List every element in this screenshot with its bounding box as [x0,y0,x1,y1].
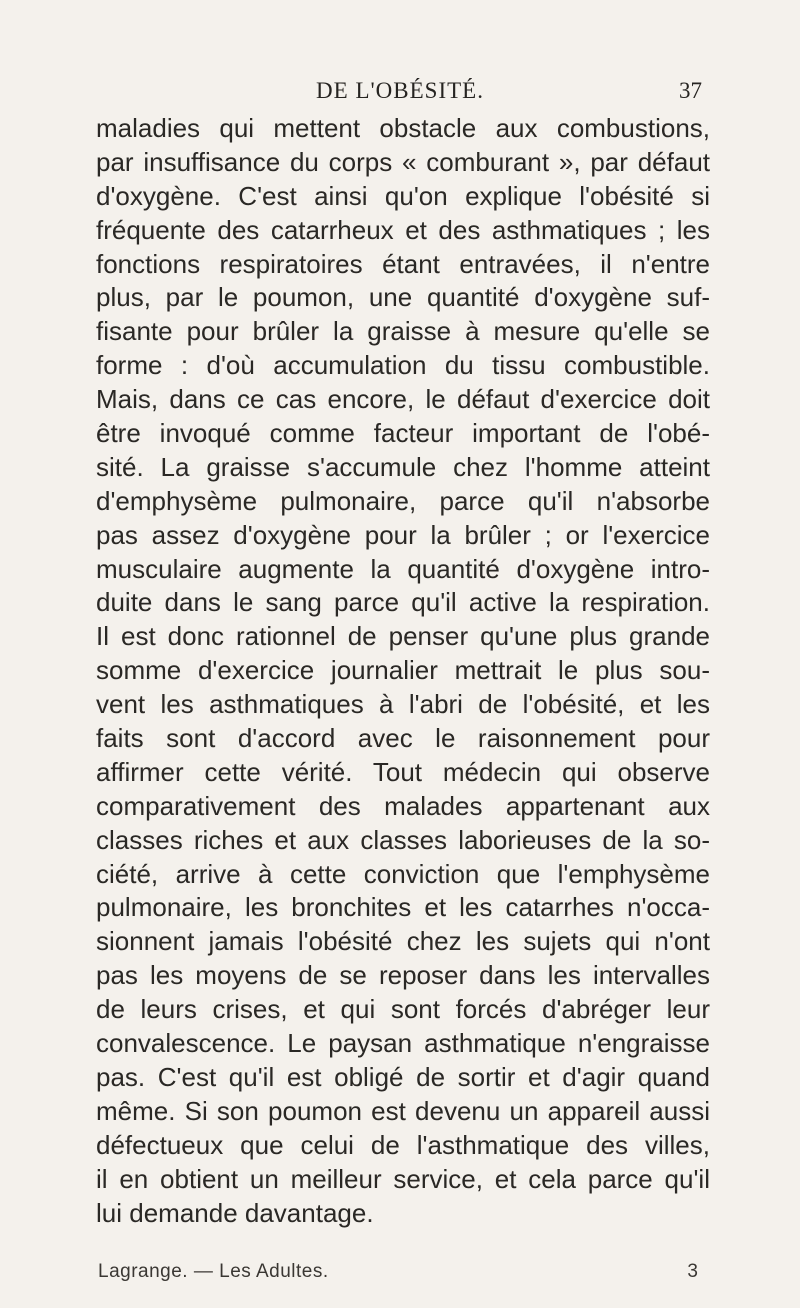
sheet-number: 3 [687,1261,698,1282]
body-text [96,112,710,1230]
text-line: fonctions respiratoires étant entravées, il n'entre [96,248,710,279]
running-head [98,78,702,108]
text-line: lui demande davantage. [96,1197,374,1228]
text-line: Il est donc rationnel de penser qu'une plus grande [96,621,710,652]
text-line: pas assez d'oxygène pour la brûler ; or l'exercice [96,519,710,550]
text-line: faits sont d'accord avec le raisonnement pour [96,723,710,754]
text-line: de leurs crises, et qui sont forcés d'abréger leur [96,994,710,1025]
text-line: d'oxygène. C'est ainsi qu'on explique l'obésité si [96,180,710,211]
text-line: forme : d'où accumulation du tissu combustible. [96,350,710,381]
text-line: par insuffisance du corps « comburant », par défaut [96,146,710,177]
text-line: sité. La graisse s'accumule chez l'homme atteint [96,451,710,482]
text-line: somme d'exercice journalier mettrait le plus sou- [96,655,710,686]
text-line: plus, par le poumon, une quantité d'oxygène suf- [96,282,710,313]
text-line: Mais, dans ce cas encore, le défaut d'exercice doit [96,384,710,415]
text-line: être invoqué comme facteur important de l'obé- [96,418,710,449]
page-footer [98,1261,698,1287]
text-line: musculaire augmente la quantité d'oxygène intro- [96,553,710,584]
text-line: même. Si son poumon est devenu un appareil aussi [96,1095,710,1126]
text-line: sionnent jamais l'obésité chez les sujets qui n'ont [96,926,710,957]
text-line: fréquente des catarrheux et des asthmatiques ; les [96,214,710,245]
text-line: il en obtient un meilleur service, et cela parce qu'il [96,1163,710,1194]
text-line: pulmonaire, les bronchites et les catarrhes n'occa- [96,892,710,923]
text-line: défectueux que celui de l'asthmatique des villes, [96,1129,710,1160]
text-line: affirmer cette vérité. Tout médecin qui observe [96,756,710,787]
text-line: d'emphysème pulmonaire, parce qu'il n'absorbe [96,485,710,516]
running-title: DE L'OBÉSITÉ. [316,78,484,103]
text-line: duite dans le sang parce qu'il active la respiration. [96,587,710,618]
text-line: fisante pour brûler la graisse à mesure qu'elle se [96,316,710,347]
text-line: maladies qui mettent obstacle aux combustions, [96,113,710,143]
text-line: convalescence. Le paysan asthmatique n'engraisse [96,1028,710,1059]
text-line: pas. C'est qu'il est obligé de sortir et d'agir quand [96,1061,710,1092]
text-line: classes riches et aux classes laborieuses de la so- [96,824,710,855]
text-line: pas les moyens de se reposer dans les intervalles [96,960,710,991]
text-line: vent les asthmatiques à l'abri de l'obésité, et les [96,689,710,720]
page-number: 37 [679,78,702,103]
text-line: comparativement des malades appartenant aux [96,790,710,821]
printer-signature: Lagrange. — Les Adultes. [98,1261,329,1282]
text-line: ciété, arrive à cette conviction que l'emphysème [96,858,710,889]
